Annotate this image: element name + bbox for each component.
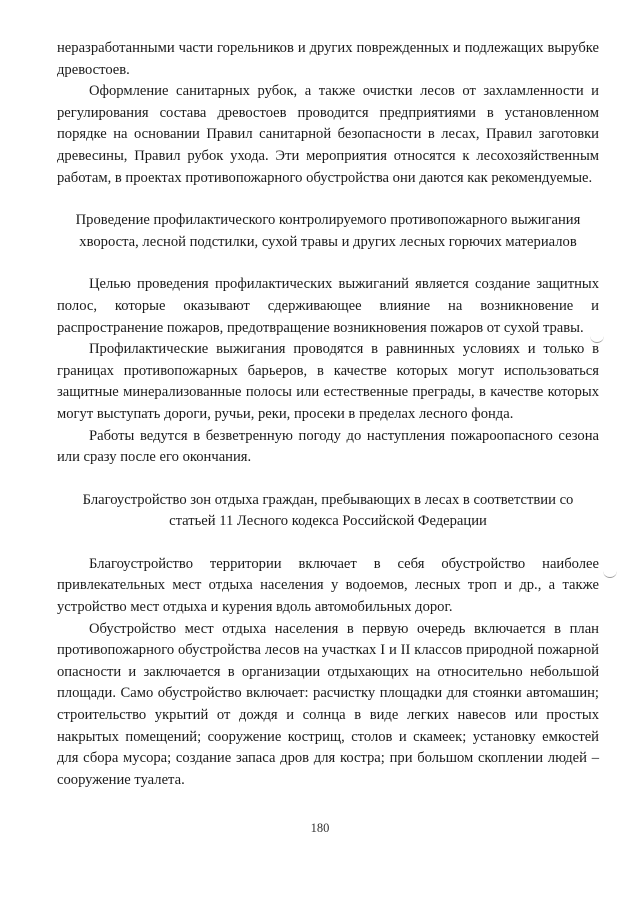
margin-pencil-mark bbox=[603, 571, 617, 578]
section-heading-controlled-burning: Проведение профилактического контролируемого противопожарного выжигания хвороста, лесной подстилки, сухой травы и других лесных горючих материалов bbox=[75, 212, 581, 250]
paragraph-burning-timing: Работы ведутся в безветренную погоду до наступления пожароопасного сезона или сразу после его окончания. bbox=[57, 427, 599, 466]
paragraph-burning-purpose: Целью проведения профилактических выжиганий является создание защитных полос, которые оказывают сдерживающее влияние на возникновение и распространение пожаров, предотвращение возникновения пожаров от сухой травы. bbox=[57, 276, 599, 336]
paragraph-rest-areas-arrangement: Обустройство мест отдыха населения в первую очередь включается в план противопожарного обустройства лесов на участках I и II классов природной пожарной опасности и заключается в организации отдыхающих на относительно небольшой площади. Само обустройство включает: расчистку площадки для стоянки автомашин; строительство укрытий от дождя и солнца в виде легких навесов или простых накрытых помещений; сооружение кострищ, столов и скамеек; установку емкостей для сбора мусора; создание запаса дров для костра; при большом скоплении людей – сооружение туалета. bbox=[57, 620, 599, 788]
paragraph-continuation: неразработанными части горельников и других поврежденных и подлежащих вырубке древостоев. bbox=[57, 40, 599, 78]
paragraph-sanitary-felling: Оформление санитарных рубок, а также очистки лесов от захламленности и регулирования состава древостоев проводится предприятиями в установленном порядке на основании Правил санитарной безопасности в лесах, Правил заготовки древесины, Правил рубок ухода. Эти мероприятия относятся к лесохозяйственным работам, в проектах противопожарного обустройства они даются как рекомендуемые. bbox=[57, 83, 599, 186]
section-heading-recreation-zones: Благоустройство зон отдыха граждан, пребывающих в лесах в соответствии со статьей 11 Лесного кодекса Российской Федерации bbox=[82, 491, 574, 530]
paragraph-territory-improvement: Благоустройство территории включает в себя обустройство наиболее привлекательных мест отдыха населения у водоемов, лесных троп и др., а также устройство мест отдыха и курения вдоль автомобильных дорог. bbox=[57, 555, 599, 616]
document-page bbox=[57, 38, 599, 791]
paragraph-burning-conditions: Профилактические выжигания проводятся в равнинных условиях и только в границах противопожарных барьеров, в качестве которых могут использоваться защитные минерализованные полосы или естественные преграды, в качестве которых могут выступать дороги, ручьи, реки, просеки в пределах лесного фонда. bbox=[57, 341, 599, 422]
page-number: 180 bbox=[310, 821, 330, 835]
